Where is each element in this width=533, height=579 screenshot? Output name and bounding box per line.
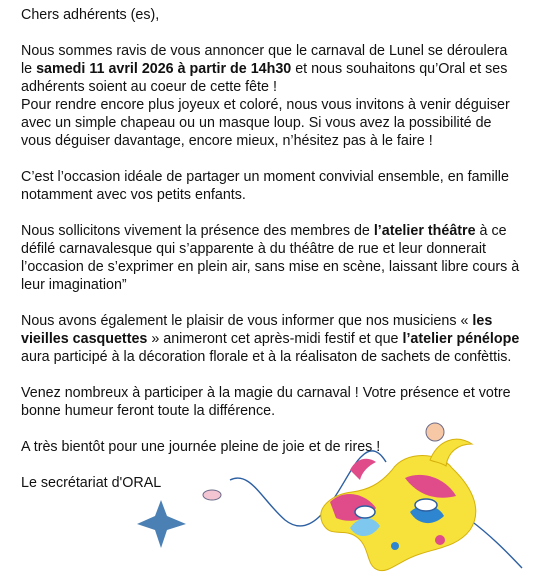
text: aura participé à la décoration florale et à la réalisaton de sachets de confèttis. [21,349,512,365]
paragraph-closing: A très bientôt pour une journée pleine de joie et de rires ! [21,439,381,455]
text: Nous sommes ravis de vous annoncer que le carnaval de Lunel se déroulera le [21,43,508,77]
carnival-mask-icon [321,439,476,570]
text: Nous sollicitons vivement la présence des membres de [21,223,374,239]
text: et nous souhaitons qu’Oral et ses adhérents soient au coeur de cette fête ! [21,61,508,95]
orange-bubble-icon [426,423,444,441]
atelier-penelope: l’atelier pénélope [402,331,520,347]
signature: Le secrétariat d'ORAL [21,475,162,491]
blue-star-icon [137,500,186,548]
paragraph-occasion: C’est l’occasion idéale de partager un moment convivial ensemble, en famille notamment avec vos petits enfants. [21,169,509,203]
pink-bubble-icon [203,490,221,500]
text: » animeront cet après-midi festif et que [147,331,403,347]
atelier-theatre: l’atelier théâtre [373,223,476,239]
event-date: samedi 11 avril 2026 à partir de 14h30 [36,61,292,77]
musicians-group: les vieilles casquettes [21,313,493,347]
text: Nous avons également le plaisir de vous informer que nos musiciens « [21,313,473,329]
text: Pour rendre encore plus joyeux et coloré, nous vous invitons à venir déguiser avec un simple chapeau ou un masque loup. Si vous avez la possibilité de vous déguiser davantage, encore mieux, n’hésitez pas à le faire ! [21,97,510,149]
text: à ce défilé carnavalesque qui s’apparente à du théâtre de rue et leur donnerait l’occasion de s’exprimer en plein air, sans mise en scène, laissant libre cours à leur imagination” [21,223,520,293]
paragraph-invitation: Venez nombreux à participer à la magie du carnaval ! Votre présence et votre bonne humeur feront toute la différence. [21,385,511,419]
greeting: Chers adhérents (es), [21,7,160,23]
ribbon-tail-icon [470,520,522,568]
